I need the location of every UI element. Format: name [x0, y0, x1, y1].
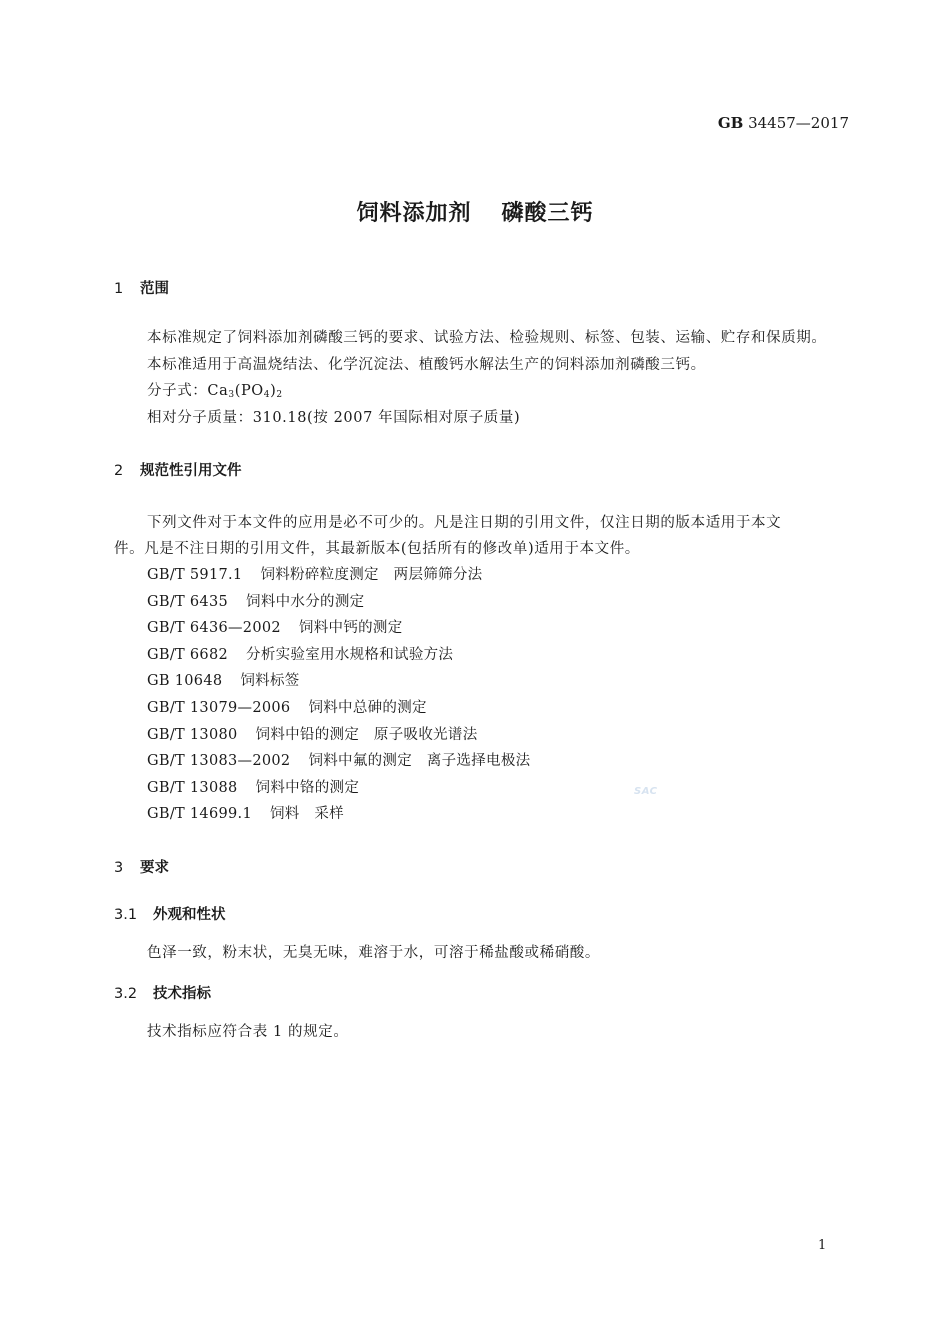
standard-code: 34457—2017	[748, 114, 849, 132]
reference-item	[147, 643, 453, 664]
scope-paragraph-1: 本标准规定了饲料添加剂磷酸三钙的要求、试验方法、检验规则、标签、包装、运输、贮存和保质期。	[147, 330, 827, 346]
section-number: 3	[114, 860, 124, 876]
section-3-1-heading	[114, 903, 226, 924]
molecular-formula: 分子式：$Ca_3(PO_4)_2$	[147, 383, 283, 400]
standard-number	[718, 114, 849, 132]
reference-code: GB/T 13083—2002	[147, 753, 291, 769]
reference-item	[147, 749, 530, 770]
section-number: 1	[114, 281, 124, 297]
title-part-1: 饲料添加剂	[356, 201, 472, 226]
reference-title: 饲料 采样	[269, 806, 344, 822]
reference-code: GB/T 6682	[147, 647, 229, 663]
title-part-2: 磷酸三钙	[501, 201, 594, 226]
section-2-heading	[114, 459, 242, 480]
section-1-heading	[114, 277, 169, 298]
reference-item	[147, 563, 482, 584]
section-label: 范围	[140, 281, 169, 297]
section-number: 2	[114, 463, 124, 479]
section-label: 技术指标	[153, 986, 211, 1002]
reference-title: 饲料中总砷的测定	[308, 700, 427, 716]
reference-code: GB/T 6435	[147, 594, 229, 610]
reference-item	[147, 590, 364, 611]
reference-item	[147, 616, 403, 637]
scope-paragraph-2: 本标准适用于高温烧结法、化学沉淀法、植酸钙水解法生产的饲料添加剂磷酸三钙。	[147, 357, 706, 373]
reference-title: 饲料中铅的测定 原子吸收光谱法	[255, 727, 478, 743]
normative-intro-line-1: 下列文件对于本文件的应用是必不可少的。凡是注日期的引用文件，仅注日期的版本适用于本文	[147, 515, 782, 531]
normative-intro-line-2: 件。凡是不注日期的引用文件，其最新版本(包括所有的修改单)适用于本文件。	[114, 541, 640, 557]
molecular-mass: 相对分子质量：310.18(按 2007 年国际相对原子质量)	[147, 410, 521, 426]
reference-title: 饲料中水分的测定	[246, 594, 365, 610]
document-title	[0, 196, 950, 227]
section-number: 3.2	[114, 986, 138, 1002]
section-number: 3.1	[114, 907, 138, 923]
standard-prefix: GB	[717, 114, 744, 132]
technical-text: 技术指标应符合表 1 的规定。	[147, 1024, 349, 1040]
reference-code: GB/T 13079—2006	[147, 700, 291, 716]
reference-code: GB/T 5917.1	[147, 567, 243, 583]
appearance-text: 色泽一致，粉末状，无臭无味，难溶于水，可溶于稀盐酸或稀硝酸。	[147, 945, 600, 961]
section-3-2-heading	[114, 982, 211, 1003]
sac-watermark: SAC	[634, 786, 658, 797]
reference-item	[147, 802, 344, 823]
reference-title: 饲料粉碎粒度测定 两层筛筛分法	[260, 567, 483, 583]
section-label: 外观和性状	[153, 907, 226, 923]
section-3-heading	[114, 856, 169, 877]
reference-code: GB/T 14699.1	[147, 806, 252, 822]
reference-code: GB/T 6436—2002	[147, 620, 281, 636]
reference-code: GB/T 13080	[147, 727, 238, 743]
reference-title: 饲料中铬的测定	[255, 780, 360, 796]
reference-item	[147, 776, 359, 797]
reference-code: GB/T 13088	[147, 780, 238, 796]
section-label: 规范性引用文件	[140, 463, 242, 479]
page-number: 1	[818, 1238, 827, 1253]
reference-item	[147, 696, 427, 717]
reference-title: 饲料中氟的测定 离子选择电极法	[308, 753, 531, 769]
reference-item	[147, 723, 478, 744]
reference-code: GB 10648	[147, 673, 223, 689]
reference-title: 饲料中钙的测定	[298, 620, 403, 636]
reference-item	[147, 669, 300, 690]
reference-title: 分析实验室用水规格和试验方法	[246, 647, 454, 663]
section-label: 要求	[140, 860, 169, 876]
reference-title: 饲料标签	[240, 673, 300, 689]
